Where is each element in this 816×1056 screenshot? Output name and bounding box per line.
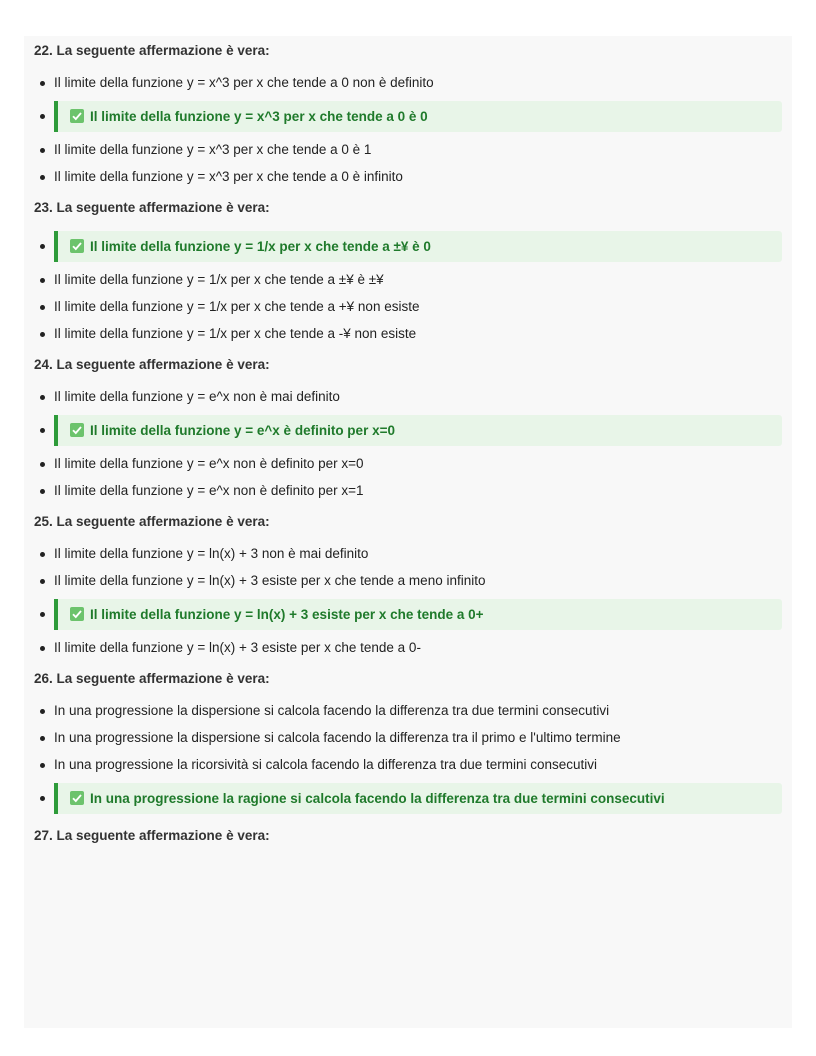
answer-item: Il limite della funzione y = 1/x per x che tende a +¥ non esiste	[34, 298, 782, 316]
answer-item: Il limite della funzione y = x^3 per x che tende a 0 non è definito	[34, 74, 782, 92]
check-mark-icon	[70, 109, 84, 123]
answer-item: Il limite della funzione y = e^x non è definito per x=1	[34, 482, 782, 500]
answer-item: Il limite della funzione y = ln(x) + 3 esiste per x che tende a 0-	[34, 639, 782, 657]
question-title: 27. La seguente affermazione è vera:	[34, 828, 270, 843]
answer-item: Il limite della funzione y = 1/x per x che tende a -¥ non esiste	[34, 325, 782, 343]
correct-answer-box	[54, 101, 782, 132]
check-mark-icon	[70, 791, 84, 805]
correct-answer-text: Il limite della funzione y = x^3 per x che tende a 0 è 0	[90, 109, 428, 124]
answer-item-correct	[34, 599, 782, 630]
check-mark-icon	[70, 423, 84, 437]
question-title: 24. La seguente affermazione è vera:	[34, 357, 270, 372]
answer-list	[34, 702, 782, 814]
correct-answer-text: Il limite della funzione y = 1/x per x che tende a ±¥ è 0	[90, 239, 431, 254]
question-title: 26. La seguente affermazione è vera:	[34, 671, 270, 686]
correct-answer-text: Il limite della funzione y = ln(x) + 3 esiste per x che tende a 0+	[90, 607, 484, 622]
answer-item: In una progressione la dispersione si calcola facendo la differenza tra il primo e l'ultimo termine	[34, 729, 782, 747]
answer-item-correct	[34, 415, 782, 446]
answer-item: In una progressione la ricorsività si calcola facendo la differenza tra due termini consecutivi	[34, 756, 782, 774]
answer-list	[34, 231, 782, 343]
correct-answer-text: In una progressione la ragione si calcola facendo la differenza tra due termini consecutivi	[90, 791, 665, 806]
answer-item-correct	[34, 783, 782, 814]
answer-item: Il limite della funzione y = 1/x per x che tende a ±¥ è ±¥	[34, 271, 782, 289]
answer-item: Il limite della funzione y = e^x non è mai definito	[34, 388, 782, 406]
answer-item-correct	[34, 101, 782, 132]
correct-answer-box	[54, 231, 782, 262]
answer-list	[34, 388, 782, 500]
check-mark-icon	[70, 239, 84, 253]
question-title: 22. La seguente affermazione è vera:	[34, 43, 270, 58]
question-24	[34, 356, 782, 500]
correct-answer-box	[54, 783, 782, 814]
question-23	[34, 199, 782, 343]
question-22	[34, 42, 782, 186]
correct-answer-box	[54, 599, 782, 630]
answer-item: Il limite della funzione y = x^3 per x che tende a 0 è infinito	[34, 168, 782, 186]
quiz-panel	[24, 36, 792, 1028]
check-mark-icon	[70, 607, 84, 621]
question-title: 23. La seguente affermazione è vera:	[34, 200, 270, 215]
answer-item-correct	[34, 231, 782, 262]
answer-list	[34, 545, 782, 657]
question-26	[34, 670, 782, 814]
question-25	[34, 513, 782, 657]
question-27	[34, 827, 782, 845]
answer-item: Il limite della funzione y = ln(x) + 3 esiste per x che tende a meno infinito	[34, 572, 782, 590]
answer-item: Il limite della funzione y = ln(x) + 3 non è mai definito	[34, 545, 782, 563]
correct-answer-box	[54, 415, 782, 446]
answer-item: Il limite della funzione y = e^x non è definito per x=0	[34, 455, 782, 473]
question-title: 25. La seguente affermazione è vera:	[34, 514, 270, 529]
correct-answer-text: Il limite della funzione y = e^x è definito per x=0	[90, 423, 395, 438]
answer-list	[34, 74, 782, 186]
answer-item: In una progressione la dispersione si calcola facendo la differenza tra due termini consecutivi	[34, 702, 782, 720]
answer-item: Il limite della funzione y = x^3 per x che tende a 0 è 1	[34, 141, 782, 159]
